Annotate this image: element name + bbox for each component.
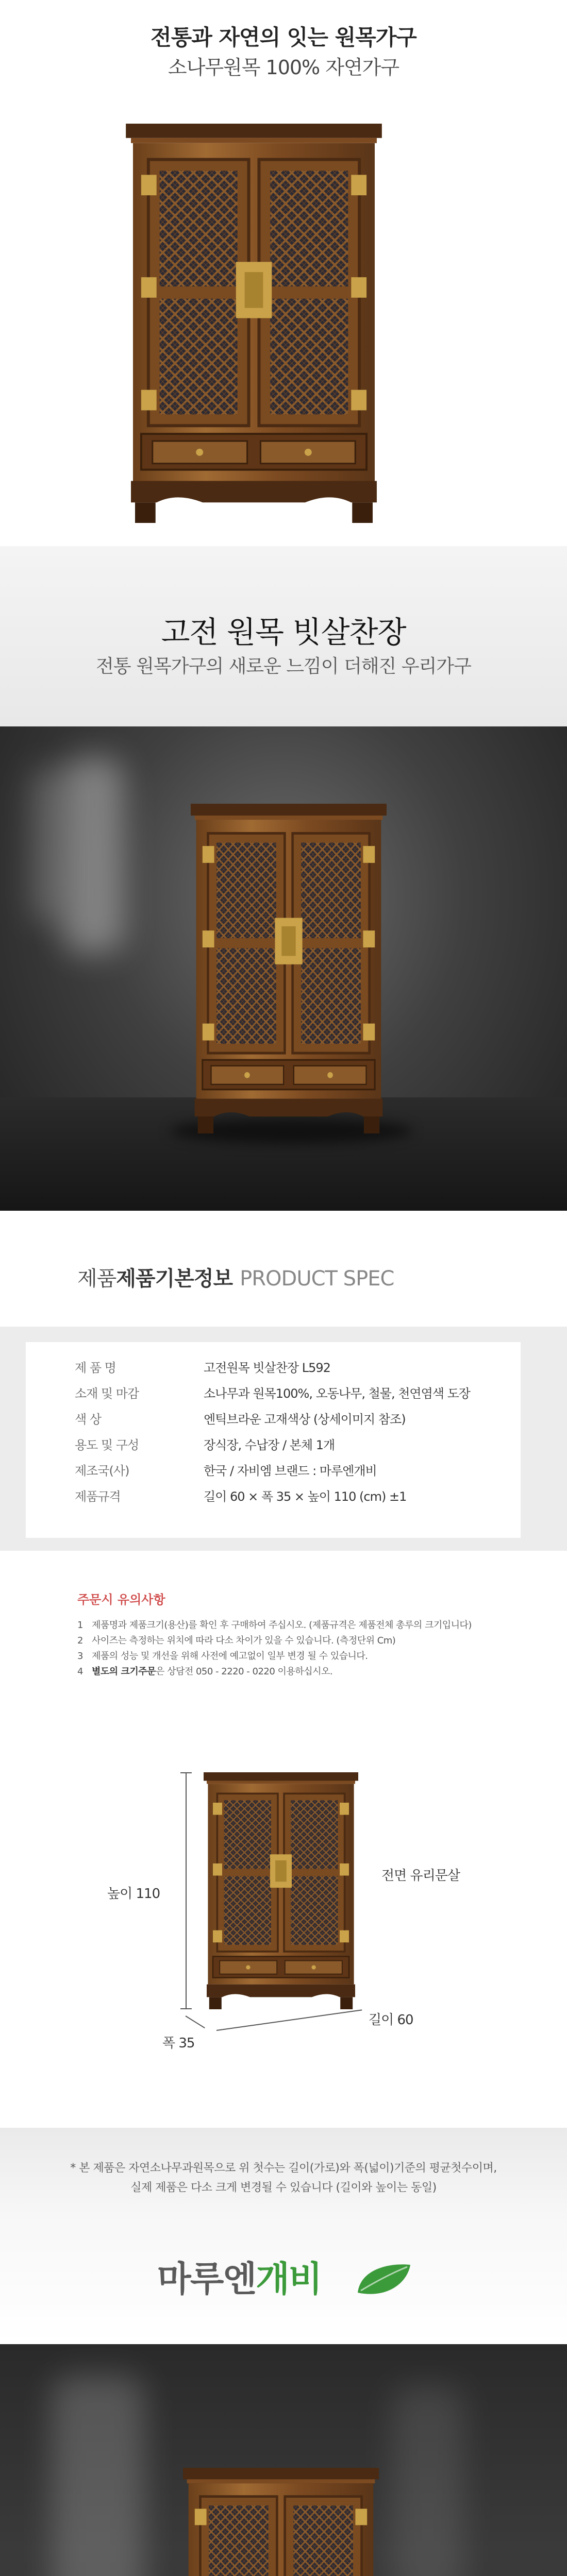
depth-label: 폭 35 <box>162 2036 195 2051</box>
notice-text: 은 상담전 050 - 2220 - 0220 이용하십시오. <box>155 1666 333 1677</box>
product-title-band <box>0 546 567 726</box>
spec-key: 제조국(사) <box>75 1464 129 1478</box>
footnote <box>0 2159 567 2198</box>
spec-key: 제품규격 <box>75 1489 121 1504</box>
spec-table <box>26 1342 521 1538</box>
brand-section <box>0 2128 567 2344</box>
spec-row <box>26 1435 521 1455</box>
spec-value: 소나무과 원목100%, 오동나무, 철물, 천연염색 도장 <box>204 1386 470 1401</box>
cabinet-dimension-image <box>204 1772 358 2009</box>
notice-text: 제품명과 제품크기(용산)를 확인 후 구매하여 주십시오. (제품규격은 제품전체 총루의 크기입니다) <box>92 1620 472 1631</box>
gallery-section <box>0 2344 567 2576</box>
depth-line <box>185 2015 205 2028</box>
spec-row <box>26 1383 521 1404</box>
notice-item <box>77 1633 515 1649</box>
cabinet-room-image <box>191 804 387 1133</box>
spec-section <box>0 1211 567 2128</box>
height-line <box>186 1772 187 2009</box>
height-tick <box>180 1772 192 1773</box>
spec-value: 한국 / 자비엠 브랜드 : 마루엔개비 <box>204 1464 377 1478</box>
footnote-line-2: 실제 제품은 다소 크게 변경될 수 있습니다 (길이와 높이는 동일) <box>130 2181 437 2194</box>
room-photo-section <box>0 726 567 1211</box>
height-tick <box>180 2008 192 2009</box>
intro-subtitle: 소나무원목 100% 자연가구 <box>168 56 399 79</box>
height-label: 높이 110 <box>107 1886 160 1902</box>
brand-logo <box>157 2251 321 2303</box>
brand-name-gray: 마루엔 <box>157 2259 256 2300</box>
cabinet-gallery-front-image <box>183 2468 379 2576</box>
spec-key: 소재 및 마감 <box>75 1386 139 1401</box>
notice-item <box>77 1649 515 1664</box>
notice-number: 4 <box>77 1666 83 1677</box>
spec-value: 엔틱브라운 고재색상 (상세이미지 참조) <box>204 1412 406 1427</box>
notice-item <box>77 1618 515 1633</box>
cabinet-front-image <box>121 124 387 523</box>
length-label: 길이 60 <box>369 2012 413 2028</box>
notice-text: 제품의 성능 및 개선을 위해 사전에 예고없이 일부 변경 될 수 있습니다. <box>92 1651 368 1662</box>
notice-title: 주문시 유의사항 <box>77 1592 165 1607</box>
window-light <box>31 768 62 922</box>
spec-value: 고전원목 빗살찬장 L592 <box>204 1361 330 1375</box>
spec-row <box>26 1486 521 1507</box>
window-light <box>52 2375 144 2576</box>
product-tagline: 전통 원목가구의 새로운 느낌이 더해진 우리가구 <box>96 656 471 677</box>
spec-heading-en: PRODUCT SPEC <box>240 1267 394 1291</box>
spec-key: 제 품 명 <box>75 1361 116 1375</box>
product-title: 고전 원목 빗살찬장 <box>161 615 406 650</box>
length-line <box>216 2009 362 2031</box>
dimension-diagram <box>0 1752 567 2128</box>
window-light <box>62 757 124 953</box>
spec-heading <box>77 1262 394 1292</box>
spec-value: 장식장, 수납장 / 본체 1개 <box>204 1438 335 1452</box>
notice-list <box>77 1618 515 1680</box>
notice-bold: 별도의 크기주문 <box>92 1666 156 1677</box>
notice-number: 1 <box>77 1620 83 1631</box>
notice-number: 3 <box>77 1651 83 1662</box>
leaf-icon <box>356 2263 412 2296</box>
spec-key: 색 상 <box>75 1412 101 1427</box>
spec-heading-bold: 제품기본정보 <box>116 1267 233 1291</box>
spec-heading-prefix: 제품 <box>77 1267 116 1291</box>
spec-row <box>26 1358 521 1378</box>
notice-number: 2 <box>77 1635 83 1646</box>
spec-row <box>26 1461 521 1481</box>
notice-text: 사이즈는 측정하는 위치에 따라 다소 차이가 있을 수 있습니다. (측정단위 Cm) <box>92 1635 396 1646</box>
front-label: 전면 유리문살 <box>381 1868 460 1884</box>
notice-item <box>77 1664 515 1680</box>
window-light <box>392 2385 464 2576</box>
spec-value: 길이 60 × 폭 35 × 높이 110 (cm) ±1 <box>204 1489 407 1504</box>
intro-title: 전통과 자연의 잇는 원목가구 <box>151 25 416 50</box>
brand-name-green: 개비 <box>256 2259 322 2300</box>
spec-row <box>26 1409 521 1430</box>
spec-key: 용도 및 구성 <box>75 1438 139 1452</box>
intro-section <box>0 0 567 546</box>
footnote-line-1: * 본 제품은 자연소나무과원목으로 위 첫수는 길이(가로)와 폭(넓이)기준의 평균첫수이며, <box>70 2162 497 2175</box>
